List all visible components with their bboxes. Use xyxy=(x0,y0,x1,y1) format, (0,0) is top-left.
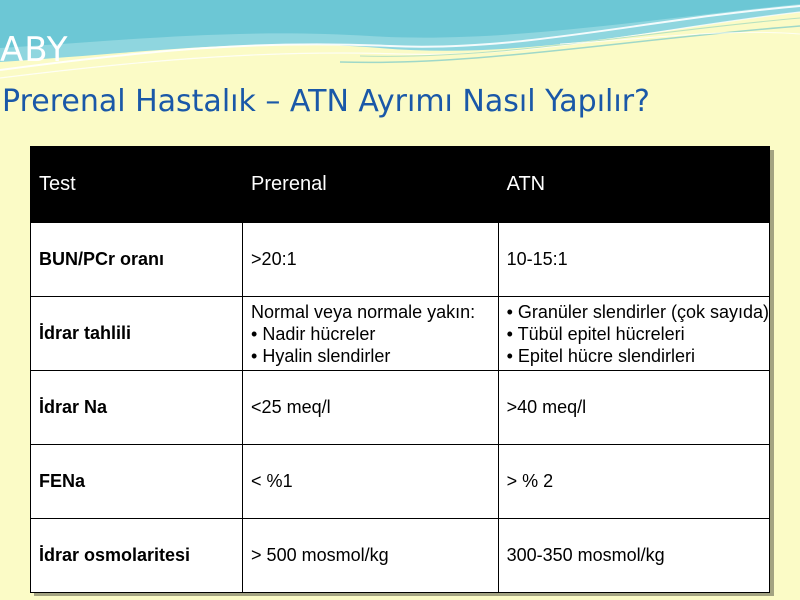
row-label: İdrar tahlili xyxy=(31,297,243,371)
table-row xyxy=(31,445,770,519)
header-prerenal: Prerenal xyxy=(243,147,499,223)
list-item: • Epitel hücre slendirleri xyxy=(506,345,695,366)
list-item: Normal veya normale yakın: xyxy=(251,301,476,322)
comparison-table xyxy=(30,146,770,593)
list-item: • Hyalin slendirler xyxy=(251,345,391,366)
table-row xyxy=(31,519,770,593)
header-test: Test xyxy=(31,147,243,223)
header-atn: ATN xyxy=(498,147,769,223)
slide-title: Prerenal Hastalık – ATN Ayrımı Nasıl Yapılır? xyxy=(2,84,650,119)
list-item: • Tübül epitel hücreleri xyxy=(506,323,685,344)
atn-list xyxy=(498,297,769,371)
row-label: İdrar Na xyxy=(31,371,243,445)
prerenal-value: > 500 mosmol/kg xyxy=(243,519,499,593)
table-row xyxy=(31,223,770,297)
header-line: ABY xyxy=(0,30,69,70)
atn-value: 300-350 mosmol/kg xyxy=(498,519,769,593)
list-item: • Nadir hücreler xyxy=(251,323,376,344)
prerenal-value: < %1 xyxy=(243,445,499,519)
prerenal-list xyxy=(243,297,499,371)
table-header-row xyxy=(31,147,770,223)
row-label: FENa xyxy=(31,445,243,519)
list-item: • Granüler slendirler (çok sayıda) xyxy=(506,301,769,322)
table-row xyxy=(31,371,770,445)
atn-value: 10-15:1 xyxy=(498,223,769,297)
prerenal-value: <25 meq/l xyxy=(243,371,499,445)
atn-value: > % 2 xyxy=(498,445,769,519)
row-label: BUN/PCr oranı xyxy=(31,223,243,297)
prerenal-value: >20:1 xyxy=(243,223,499,297)
row-label: İdrar osmolaritesi xyxy=(31,519,243,593)
table-row xyxy=(31,297,770,371)
atn-value: >40 meq/l xyxy=(498,371,769,445)
